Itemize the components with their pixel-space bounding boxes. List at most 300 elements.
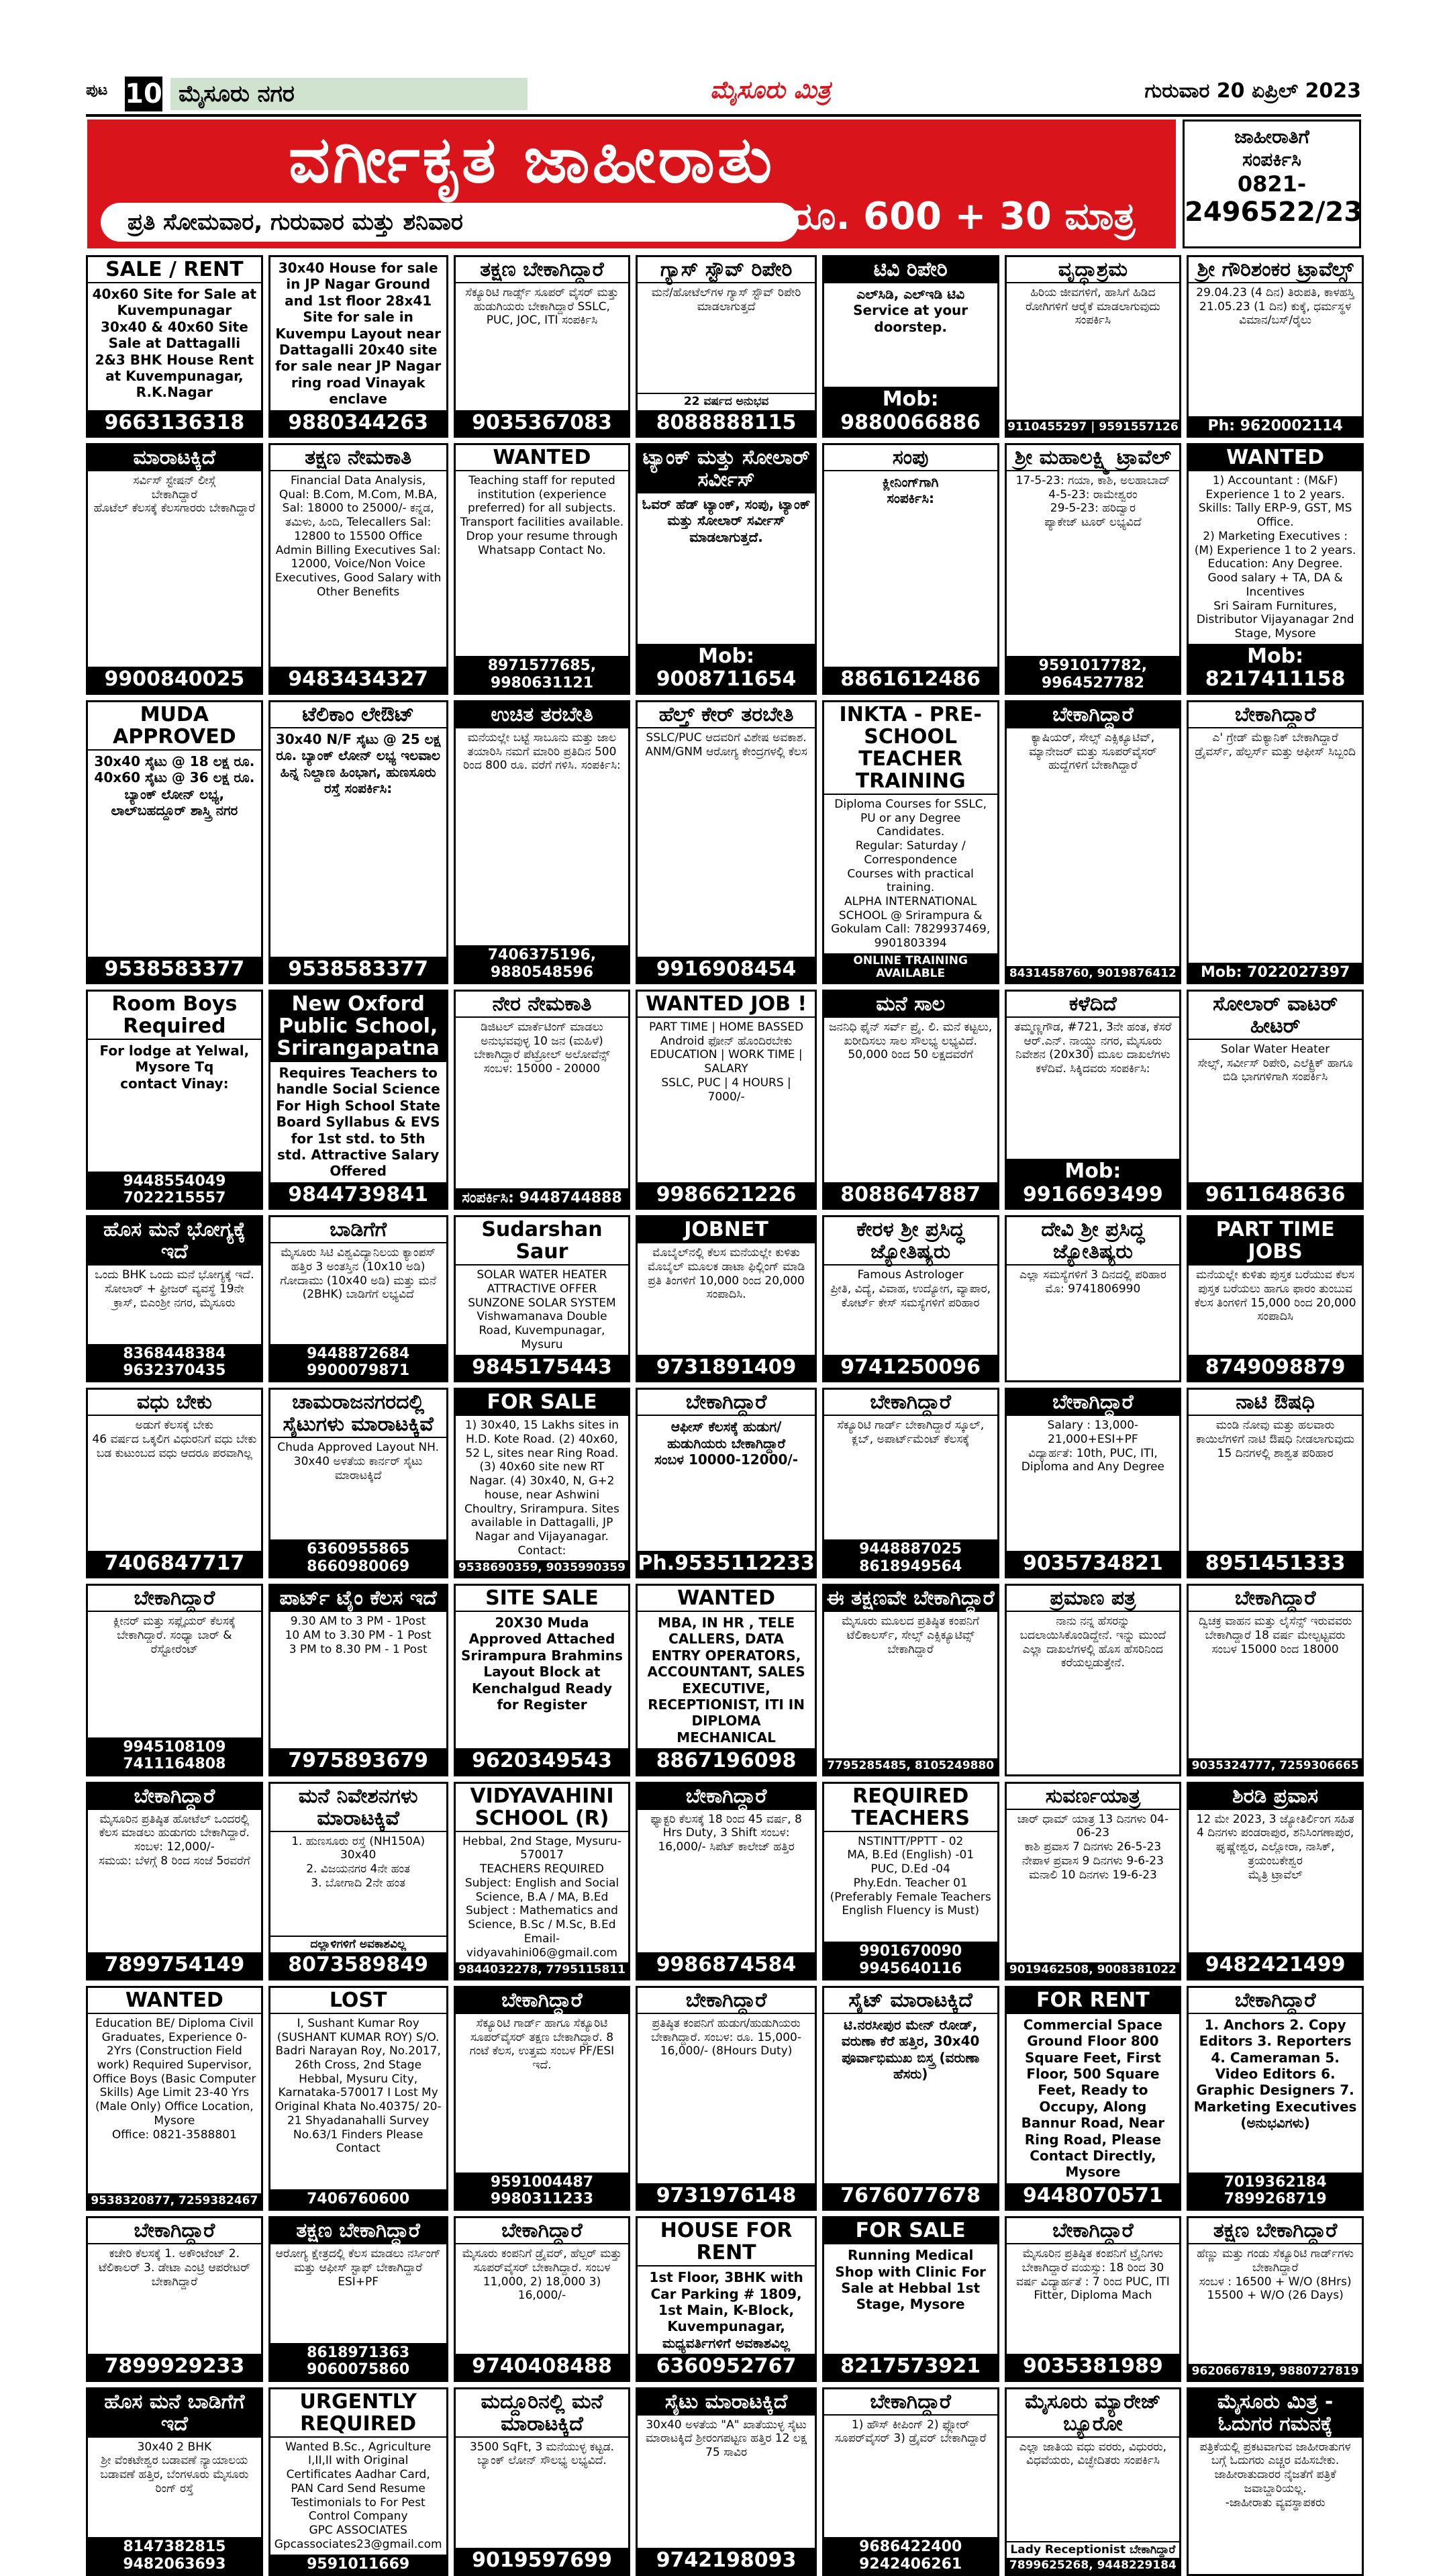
ad-phone: 9986621226 [638, 1182, 814, 1208]
classified-ad [822, 443, 999, 695]
ad-body: ಆಫೀಸ್ ಕೆಲಸಕ್ಕೆ ಹುಡುಗ/ ಹುಡುಗಿಯರು ಬೇಕಾಗಿದ್ದಾರೆ ಸಂಬಳ 10000-12000/- [654, 1419, 799, 1468]
ad-body: Education BE/ Diploma Civil Graduates, Experience 0-2Yrs (Construction Field work) Required Supervisor, Office Boys (Basic Computer Skills) Age Limit 23-40 Yrs (Male Only) Office Location, Mysore Office: 0821-3588801 [93, 2016, 256, 2142]
ad-title: FOR RENT [1007, 1988, 1180, 2014]
ad-title: ವೃದ್ಧಾಶ್ರಮ [1007, 257, 1180, 283]
classified-ad [636, 700, 816, 984]
ad-phone: 9591004487 9980311233 [456, 2173, 629, 2209]
ad-body: For lodge at Yelwal, Mysore Tq contact Vinay: [99, 1043, 250, 1092]
ad-phone: 7899625268, 9448229184 [1007, 2558, 1180, 2574]
ad-phone: ಸಂಪರ್ಕಿಸಿ: 9448744888 [456, 1188, 629, 1208]
ad-body: ಒಂದು BHK ಒಂದು ಮನೆ ಭೋಗ್ಯಕ್ಕೆ ಇದೆ. ಸೋಲಾರ್ + ಫ್ರೀಜರ್ ವ್ಯವಸ್ಥೆ 19ನೇ ಕ್ರಾಸ್, ಬಿಎಂಶ್ರೀ ನಗರ, ಮೈಸೂರು [95, 1268, 254, 1310]
ad-body: 30x40 ಸೈಟು @ 18 ಲಕ್ಷ ರೂ. 40x60 ಸೈಟು @ 36 ಲಕ್ಷ ರೂ. ಬ್ಯಾಂಕ್ ಲೋನ್ ಲಭ್ಯ, ಲಾಲ್‌ಬಹದ್ದೂರ್ ಶಾಸ್ತ್ರಿ ನಗರ [94, 753, 255, 818]
ad-title: ಕಳೆದಿದೆ [1007, 992, 1180, 1018]
ad-phone: 7019362184 7899268719 [1189, 2173, 1362, 2209]
ad-title: ತಕ್ಷಣ ಬೇಕಾಗಿದ್ದಾರೆ [270, 2218, 446, 2244]
ad-title: ಬೇಕಾಗಿದ್ದಾರೆ [1189, 702, 1362, 728]
classified-ad [268, 2387, 448, 2576]
classified-ad [822, 990, 999, 1210]
ad-body: 9.30 AM to 3 PM - 1Post 10 AM to 3.30 PM - 1 Post 3 PM to 8.30 PM - 1 Post [285, 1615, 432, 1656]
ad-body: Teaching staff for reputed institution (experience preferred) for all subjects. Transport facilities available. Drop your resume through Whatsapp Contact No. [460, 474, 624, 557]
classified-ad [636, 1388, 816, 1578]
ad-title: HOUSE FOR RENT [638, 2218, 814, 2267]
ad-title: ಪಾರ್ಟ್ ಟೈಂ ಕೆಲಸ ಇದೆ [270, 1586, 446, 1612]
ad-body: ಮನೆಯಲ್ಲೇ ಬಟ್ಟೆ ಸಾಬೂನು ಮತ್ತು ಜಾಲ ತಯಾರಿಸಿ ನಮಗೆ ಮಾರಿರಿ ಪ್ರತಿದಿನ 500 ರಿಂದ 800 ರೂ. ವರೆಗೆ ಗಳಿಸಿ. ಸಂಪರ್ಕಿಸಿ: [463, 730, 621, 773]
classified-ad [1005, 2387, 1182, 2576]
classified-ad [636, 443, 816, 695]
classified-ad [1187, 1782, 1364, 1981]
ad-body: ಜನನಿಧಿ ಫೈನ್ ಸರ್ವ್ ಪ್ರೈ. ಲಿ. ಮನೆ ಕಟ್ಟಲು, ಖರೀದಿಸಲು ಸಾಲ ಸೌಲಭ್ಯ ಲಭ್ಯವಿದೆ. 50,000 ರಿಂದ 50 ಲಕ್ಷದವರೆಗೆ [829, 1020, 993, 1062]
ad-phone: 9538320877, 7259382467 [88, 2193, 261, 2209]
ad-phone: 6360952767 [638, 2354, 814, 2380]
ad-phone: 9538583377 [270, 957, 446, 983]
ad-body: ಹೆಣ್ಣು ಮತ್ತು ಗಂಡು ಸೆಕ್ಯೂರಿಟಿ ಗಾರ್ಡ್‌ಗಳು ಬೇಕಾಗಿದ್ದಾರೆ ಸಂಬಳ : 16500 + W/O (8Hrs) 15500 + W/O (26 Days) [1197, 2247, 1354, 2303]
classified-ad [86, 2387, 263, 2576]
classified-ad [1187, 2216, 1364, 2381]
ad-title: ಮನೆ ಸಾಲ [824, 992, 997, 1018]
ad-phone: 8618971363 9060075860 [270, 2343, 446, 2380]
ad-phone: 9945108109 7411164808 [88, 1737, 261, 1774]
ad-body: ಅಡುಗೆ ಕೆಲಸಕ್ಕೆ ಬೇಕು 46 ವರ್ಷದ ಒಕ್ಕಲಿಗ ವಿಧುರನಿಗೆ ವಧು ಬೇಕು ಬಡ ಕುಟುಂಬದ ವಧು ಆದರೂ ಪರವಾಗಿಲ್ಲ [92, 1419, 257, 1460]
ad-phone: 7406760600 [270, 2189, 446, 2209]
classified-ad [454, 700, 631, 984]
ad-phone: ONLINE TRAINING AVAILABLE [824, 953, 997, 982]
ad-title: INKTA - PRE-SCHOOL TEACHER TRAINING [824, 702, 997, 795]
ad-title: ಹೊಸ ಮನೆ ಬಾಡಿಗೆಗೆ ಇದೆ [88, 2389, 261, 2438]
ad-note: ದಲ್ಲಾಳಿಗಳಿಗೆ ಅವಕಾಶವಿಲ್ಲ [270, 1936, 446, 1953]
ad-body: ಕ್ಲೀನಿಂಗ್‌ಗಾಗಿ ಸಂಪರ್ಕಿಸಿ: [882, 474, 939, 507]
ad-phone: 8867196098 [638, 1748, 814, 1774]
ad-phone: 9741250096 [824, 1355, 997, 1381]
ad-title: ಮೈಸೂರು ಮಿತ್ರ - ಓದುಗರ ಗಮನಕ್ಕೆ [1189, 2389, 1362, 2438]
classified-ad [822, 1584, 999, 1776]
classified-ad [636, 2216, 816, 2381]
ad-body: 40x60 Site for Sale at Kuvempunagar 30x40 & 40x60 Site Sale at Dattagalli 2&3 BHK House Rent at Kuvempunagar, R.K.Nagar [92, 286, 257, 401]
classified-ad [1187, 990, 1364, 1210]
ad-body: Hebbal, 2nd Stage, Mysuru-570017 TEACHERS REQUIRED Subject: English and Social Science, B.A / MA, B.Ed Subject : Mathematics and Science, B.Sc / M.Sc, B.Ed Email-vidyavahini06@gmail.com [462, 1834, 621, 1960]
ad-body: ಮೈಸೂರು ಸಿಟಿ ವಿಶ್ವವಿದ್ಯಾನಿಲಯ ಕ್ಯಾಂಪಸ್ ಹತ್ತಿರ 3 ಅಂತಸ್ತಿನ (10x10 ಅಡಿ) ಗೋದಾಮು (10x40 ಅಡಿ) ಮತ್ತು ಮನೆ (2BHK) ಬಾಡಿಗೆಗೆ ಲಭ್ಯವಿದೆ [280, 1246, 436, 1302]
classified-ad [1005, 255, 1182, 438]
ad-body: SSLC/PUC ಆದವರಿಗೆ ವಿಶೇಷ ಅವಕಾಶ. ANM/GNM ಆರೋಗ್ಯ ಕೇಂದ್ರಗಳಲ್ಲಿ ಕೆಲಸ [645, 730, 807, 759]
ad-title: ಬೇಕಾಗಿದ್ದಾರೆ [638, 1390, 814, 1416]
ad-body: I, Sushant Kumar Roy (SUSHANT KUMAR ROY) S/O. Badri Narayan Roy, No.2017, 26th Cross, 2nd Stage Hebbal, Mysuru City, Karnataka-570017 I Lost My Original Khata No.40375/ 20-21 Shyadanahalli Survey No.63/1 Finders Please Contact [275, 2016, 442, 2156]
classified-ad [1187, 1215, 1364, 1382]
ad-phone: 9986874584 [638, 1952, 814, 1978]
ad-phone: Mob: 8217411158 [1189, 644, 1362, 693]
ad-body: ಮೈಸೂರಿನ ಪ್ರತಿಷ್ಠಿತ ಕಂಪನಿಗೆ ಟ್ರೈನಿಗಳು ಬೇಕಾಗಿದ್ದಾರೆ ವಯಸ್ಸು: 18 ರಿಂದ 30 ವರ್ಷ ವಿದ್ಯಾರ್ಹತೆ : 7 ರಿಂದ PUC, ITI Fitter, Diploma Mach [1016, 2247, 1170, 2303]
ad-body: ಎಲ್ಲಾ ಸಮಸ್ಯೆಗಳಿಗೆ 3 ದಿನದಲ್ಲಿ ಪರಿಹಾರ ಮೊ: 9741806990 [1019, 1268, 1166, 1296]
ad-phone: 9880344263 [270, 410, 446, 436]
ad-phone: 7676077678 [824, 2183, 997, 2209]
ad-body: ತಮ್ಮಣ್ಣಗೌಡ, #721, 3ನೇ ಹಂತ, ಕೆಸರೆ ಆರ್.ಎನ್. ನಾಯ್ಡು ನಗರ, ಮೈಸೂರು ನಿವೇಶನ (20x30) ಮೂಲ ದಾಖಲೆಗಳು ಕಳೆದಿವೆ. ಸಿಕ್ಕಿದವರು ಸಂಪರ್ಕಿಸಿ: [1014, 1020, 1172, 1076]
ad-body: Wanted B.Sc., Agriculture I,II,II with Original Certificates Aadhar Card, PAN Card Send Resume Testimonials to For Pest Control Company GPC ASSOCIATES Gpcassociates23@gmail.com [274, 2440, 442, 2551]
ad-body: ಸೆಕ್ಯೂರಿಟಿ ಗಾರ್ಡ್ ಹಾಗೂ ಸೆಕ್ಯೂರಿಟಿ ಸೂಪರ್‌ವೈಸರ್ ತಕ್ಷಣ ಬೇಕಾಗಿದ್ದಾರೆ. 8 ಗಂಟೆ ಕೆಲಸ, ಉತ್ತಮ ಸಂಬಳ PF/ESI ಇದೆ. [469, 2016, 615, 2072]
ad-body: 12 ಮೇ 2023, 3 ಜ್ಯೋತಿರ್ಲಿಂಗ ಸಹಿತ 4 ದಿನಗಳು ಪಂಡರಾಪುರ, ಶನಿಸಿಂಗಣಾಪುರ, ಘೃಷ್ಣೇಶ್ವರ, ಎಲ್ಲೋರಾ, ನಾಸಿಕ್, ತ್ರಯಂಬಕೇಶ್ವರ ಮೈತ್ರಿ ಟ್ರಾವೆಲ್ [1196, 1812, 1354, 1882]
classified-ad [1005, 1986, 1182, 2211]
classified-ad [1187, 1986, 1364, 2211]
ad-title: WANTED [456, 445, 629, 471]
ad-body: Running Medical Shop with Clinic For Sale at Hebbal 1st Stage, Mysore [835, 2247, 986, 2313]
ad-title: ಉಚಿತ ತರಬೇತಿ [456, 702, 629, 728]
ad-title: ಟೆಲಿಕಾಂ ಲೇಔಟ್ [270, 702, 446, 728]
ad-body: ಡಿಜಿಟಲ್ ಮಾರ್ಕೆಟಿಂಗ್ ಮಾಡಲು ಅನುಭವವುಳ್ಳ 10 ಜನ (ಮಹಿಳೆ) ಬೇಕಾಗಿದ್ದಾರೆ ಪೆಟ್ರೋಲ್ ಅಲೋವೆನ್ಸ್ ಸಂಬಳ: 15000 - 20000 [474, 1020, 610, 1076]
ad-phone: 8217573921 [824, 2354, 997, 2380]
ad-body: 1. ಹುಣಸೂರು ರಸ್ತೆ (NH150A) 30x40 2. ವಿಜಯನಗರ 4ನೇ ಹಂತ 3. ಬೋಗಾದಿ 2ನೇ ಹಂತ [291, 1834, 426, 1890]
ad-phone: 9035367083 [456, 410, 629, 436]
ad-title: ಈ ತಕ್ಷಣವೇ ಬೇಕಾಗಿದ್ದಾರೆ [824, 1586, 997, 1612]
contact-line-3: 0821- [1237, 171, 1307, 197]
ad-body: 30x40 2 BHK ಶ್ರೀ ವೆಂಕಟೇಶ್ವರ ಬಡಾವಣೆ ನ್ಯಾಯಾಲಯ ಬಡಾವಣೆ ಹತ್ತಿರ, ಬೆಂಗಳೂರು ಮೈಸೂರು ರಿಂಗ್ ರಸ್ತೆ [100, 2440, 249, 2495]
ad-body: 1st Floor, 3BHK with Car Parking # 1809, 1st Main, K-Block, Kuvempunagar, ಮಧ್ಯವರ್ತಿಗಳಿಗೆ ಅವಕಾಶವಿಲ್ಲ [649, 2269, 803, 2351]
classified-ad [86, 990, 263, 1210]
ad-phone: 8368448384 9632370435 [88, 1344, 261, 1381]
ad-phone: 9844739841 [270, 1182, 446, 1208]
ad-body: 1) ಹೌಸ್ ಕೀಪಿಂಗ್ 2) ಫ್ಲೋರ್ ಸೂಪರ್‌ವೈಸರ್ 3) ಡ್ರೈವರ್ ಬೇಕಾಗಿದ್ದಾರೆ [834, 2418, 987, 2446]
ad-title: ದೇವಿ ಶ್ರೀ ಪ್ರಸಿದ್ಧ ಜ್ಯೋತಿಷ್ಯರು [1007, 1217, 1180, 1266]
ad-title: MUDA APPROVED [88, 702, 261, 751]
ad-phone: 9731891409 [638, 1355, 814, 1381]
classified-ad [268, 1215, 448, 1382]
classified-ad [822, 2216, 999, 2381]
ad-title: ಬೇಕಾಗಿದ್ದಾರೆ [456, 1988, 629, 2014]
ad-title: ಹೆಲ್ತ್ ಕೇರ್ ತರಬೇತಿ [638, 702, 814, 728]
ad-body: Chuda Approved Layout NH. 30x40 ಅಳತೆಯ ಕಾರ್ನರ್ ಸೈಟು ಮಾರಾಟಕ್ಕಿದೆ [277, 1441, 440, 1482]
classified-ad [454, 1215, 631, 1382]
ad-title: ಸಂಪು [824, 445, 997, 471]
ad-body: NSTINTT/PPTT - 02 MA, B.Ed (English) -01 PUC, D.Ed -04 Phy.Edn. Teacher 01 (Preferably Female Teachers English Fluency is Must) [830, 1834, 991, 1918]
ad-body: 29.04.23 (4 ದಿನ) ತಿರುಪತಿ, ಕಾಳಹಸ್ತಿ 21.05.23 (1 ದಿನ) ಕುಕ್ಕೆ, ಧರ್ಮಸ್ಥಳ ವಿಮಾನ/ಬಸ್/ರೈಲು [1196, 286, 1354, 328]
ad-phone: Ph: 9620002114 [1189, 416, 1362, 436]
classified-ad [86, 255, 263, 438]
ad-title: ಗ್ಯಾಸ್ ಸ್ಟೌವ್ ರಿಪೇರಿ [638, 257, 814, 283]
ad-phone: 7795285485, 8105249880 [824, 1758, 997, 1774]
classified-ad [454, 1986, 631, 2211]
classified-ad [268, 2216, 448, 2381]
classified-ad [268, 255, 448, 438]
ad-body: ಪತ್ರಿಕೆಯಲ್ಲಿ ಪ್ರಕಟವಾಗುವ ಜಾಹೀರಾತುಗಳ ಬಗ್ಗೆ ಓದುಗರು ಎಚ್ಚರ ವಹಿಸಬೇಕು. ಜಾಹೀರಾತುದಾರರ ನೈಜತೆಗೆ ಪತ್ರಿಕೆ ಜವಾಬ್ದಾರಿಯಲ್ಲ. -ಜಾಹೀರಾತು ವ್ಯವಸ್ಥಾಪಕರು [1199, 2440, 1351, 2510]
classified-ad [1187, 2387, 1364, 2576]
ad-body: Salary : 13,000-21,000+ESI+PF ವಿದ್ಯಾರ್ಹತೆ: 10th, PUC, ITI, Diploma and Any Degree [1021, 1419, 1165, 1474]
ad-body: ಸೆಕ್ಯೂರಿಟಿ ಗಾರ್ಡ್ಸ್ ಸೂಪರ್ ವೈಸರ್ ಮತ್ತು ಹುಡುಗಿಯರು ಬೇಕಾಗಿದ್ದಾರೆ SSLC, PUC, JOC, ITI ಸಂಪರ್ಕಿಸಿ [465, 286, 619, 328]
ad-phone: 9035381989 [1007, 2354, 1180, 2380]
ad-body: Commercial Space Ground Floor 800 Square Feet, First Floor, 500 Square Feet, Ready to Occupy, Along Bannur Road, Near Ring Road, Please Contact Directly, Mysore [1021, 2016, 1165, 2181]
classified-ad [454, 255, 631, 438]
ad-phone: 9620667819, 9880727819 [1189, 2364, 1362, 2380]
classified-ad [268, 1986, 448, 2211]
ad-phone: 8861612486 [824, 667, 997, 693]
ad-body: ಮನೆ/ಹೋಟೆಲ್‌ಗಳ ಗ್ಯಾಸ್ ಸ್ಟೌವ್ ರಿಪೇರಿ ಮಾಡಲಾಗುತ್ತದೆ [651, 286, 801, 314]
ad-body: ಹಿರಿಯ ಜೀವಗಳಿಗೆ, ಹಾಸಿಗೆ ಹಿಡಿದ ರೋಗಿಗಳಿಗೆ ಆರೈಕೆ ಮಾಡಲಾಗುವುದು ಸಂಪರ್ಕಿಸಿ [1025, 286, 1160, 328]
ad-note: Lady Receptionist ಬೇಕಾಗಿದ್ದಾರೆ [1007, 2541, 1180, 2559]
classified-ad [1005, 1388, 1182, 1578]
ad-title: ತಕ್ಷಣ ಬೇಕಾಗಿದ್ದಾರೆ [456, 257, 629, 283]
ad-body: ಮಂಡಿ ನೋವು ಮತ್ತು ಹಲವಾರು ಕಾಯಿಲೆಗಳಿಗೆ ನಾಟಿ ಔಷಧಿ ನೀಡಲಾಗುವುದು 15 ದಿನಗಳಲ್ಲಿ ಶಾಶ್ವತ ಪರಿಹಾರ [1196, 1419, 1355, 1460]
ad-body: Solar Water Heater ಸೇಲ್ಸ್, ಸರ್ವೀಸ್ ರಿಪೇರಿ, ಎಲೆಕ್ಟ್ರಿಕ್ ಹಾಗೂ ಬಿಡಿ ಭಾಗಗಳಿಗಾಗಿ ಸಂಪರ್ಕಿಸಿ [1197, 1043, 1353, 1084]
ad-title: New Oxford Public School, Srirangapatna [270, 992, 446, 1062]
ad-body: ನಾನು ನನ್ನ ಹೆಸರನ್ನು ಬದಲಾಯಿಸಿಕೊಂಡಿದ್ದೇನೆ. ಇನ್ನು ಮುಂದೆ ಎಲ್ಲಾ ದಾಖಲೆಗಳಲ್ಲಿ ಹೊಸ ಹೆಸರಿನಿಂದ ಕರೆಯಲ್ಪಡುತ್ತೇನೆ. [1019, 1615, 1166, 1670]
classified-ad [86, 1986, 263, 2211]
classified-ad [1005, 1215, 1182, 1382]
ad-phone: 9845175443 [456, 1355, 629, 1381]
ad-title: Room Boys Required [88, 992, 261, 1040]
section-name: ಮೈಸೂರು ನಗರ [170, 78, 528, 110]
ad-body: ಎಲ್ಲಾ ಜಾತಿಯ ವಧು ವರರು, ವಿಧುರರು, ವಿಧವೆಯರು, ವಿಚ್ಛೇದಿತರು ಸಂಪರ್ಕಿಸಿ [1019, 2440, 1167, 2468]
ad-body: ಆರೋಗ್ಯ ಕ್ಷೇತ್ರದಲ್ಲಿ ಕೆಲಸ ಮಾಡಲು ನರ್ಸಿಂಗ್ ಮತ್ತು ಆಫೀಸ್ ಸ್ಟಾಫ್ ಬೇಕಾಗಿದ್ದಾರೆ ESI+PF [275, 2247, 441, 2289]
ad-phone: 7975893679 [270, 1748, 446, 1774]
ad-body: ಚಾರ್ ಧಾಮ್ ಯಾತ್ರ 13 ದಿನಗಳು 04-06-23 ಕಾಶಿ ಪ್ರವಾಸ 7 ದಿನಗಳು 26-5-23 ನೇಪಾಳ ಪ್ರವಾಸ 9 ದಿನಗಳು 9-6-23 ಮನಾಲಿ 10 ದಿನಗಳು 19-6-23 [1017, 1812, 1169, 1882]
ad-phone: 9448554049 7022215557 [88, 1172, 261, 1208]
contact-phone: 2496522/23 [1185, 197, 1363, 228]
ad-title: ಸೋಲಾರ್ ವಾಟರ್ ಹೀಟರ್ [1189, 992, 1362, 1040]
ad-phone: 9844032278, 7795115811 [456, 1962, 629, 1978]
ad-phone: 9448887025 8618949564 [824, 1539, 997, 1576]
classified-ad [822, 700, 999, 984]
ad-title: WANTED [638, 1586, 814, 1612]
ad-title: ನಾಟಿ ಔಷಧಿ [1189, 1390, 1362, 1416]
classified-ad [454, 2216, 631, 2381]
issue-date: ಗುರುವಾರ 20 ಏಪ್ರಿಲ್ 2023 [1144, 79, 1361, 103]
classified-ad [1187, 700, 1364, 984]
ad-title: WANTED [88, 1988, 261, 2014]
ad-phone: 9900840025 [88, 667, 261, 693]
classifieds-banner [87, 120, 1176, 248]
ad-title: ಮನೆ ನಿವೇಶನಗಳು ಮಾರಾಟಕ್ಕಿವೆ [270, 1784, 446, 1832]
ad-title: SALE / RENT [88, 257, 261, 283]
ad-phone: 7899754149 [88, 1952, 261, 1978]
ad-phone: 9740408488 [456, 2354, 629, 2380]
ad-body: 3500 SqFt, 3 ಮನೆಯುಳ್ಳ ಕಟ್ಟಡ. ಬ್ಯಾಂಕ್ ಲೋನ್ ಸೌಲಭ್ಯ ಲಭ್ಯವಿದೆ. [469, 2440, 614, 2468]
ad-title: PART TIME JOBS [1189, 1217, 1362, 1266]
ad-phone: Ph.9535112233 [638, 1551, 814, 1577]
ad-phone: Mob: 7022027397 [1189, 963, 1362, 982]
ad-body: 1) 30x40, 15 Lakhs sites in H.D. Kote Road. (2) 40x60, 52 L, sites near Ring Road. (3) 40x60 site new RT Nagar. (4) 30x40, N, G+2 house, near Ashwini Choultry, Srirampura. Sites available in Dattagalli, JP Nagar and Vijayanagar. Contact: [464, 1419, 619, 1558]
ad-title: ಬೇಕಾಗಿದ್ದಾರೆ [824, 2389, 997, 2416]
ad-phone: 8088888115 [638, 410, 814, 436]
classified-ad [1005, 1782, 1182, 1981]
ad-body: ಓವರ್ ಹೆಡ್ ಟ್ಯಾಂಕ್, ಸಂಪು, ಟ್ಯಾಂಕ್ ಮತ್ತು ಸೋಲಾರ್ ಸರ್ವೀಸ್ ಮಾಡಲಾಗುತ್ತದೆ. [642, 496, 811, 545]
classified-ad [1187, 443, 1364, 695]
ad-body: ಎಲ್‌ಸಿಡಿ, ಎಲ್‌ಇಡಿ ಟಿವಿ Service at your doorstep. [853, 286, 968, 335]
ad-body: ಮೈಸೂರಿನ ಪ್ರತಿಷ್ಠಿತ ಹೋಟೆಲ್ ಒಂದರಲ್ಲಿ ಕೆಲಸ ಮಾಡಲು ಹುಡುಗರು ಬೇಕಾಗಿದ್ದಾರೆ. ಸಂಬಳ: 12,000/- ಸಮಯ: ಬೆಳಗ್ಗೆ 8 ರಿಂದ ಸಂಜೆ 5ರವರೆಗೆ [98, 1812, 250, 1868]
ad-title: ಸುವರ್ಣಯಾತ್ರ [1007, 1784, 1180, 1810]
ad-body: ಫ್ಯಾಕ್ಟರಿ ಕೆಲಸಕ್ಕೆ 18 ರಿಂದ 45 ವರ್ಷ, 8 Hrs Duty, 3 Shift ಸಂಬಳ: 16,000/- ಸಿಪೆಟ್ ಕಾಲೇಜ್ ಹತ್ತಿರ [650, 1812, 802, 1854]
ad-title: ಚಾಮರಾಜನಗರದಲ್ಲಿ ಸೈಟುಗಳು ಮಾರಾಟಕ್ಕಿವೆ [270, 1390, 446, 1438]
ad-body: 30x40 ಅಳತೆಯ "A" ಖಾತೆಯುಳ್ಳ ಸೈಟು ಮಾರಾಟಕ್ಕಿದೆ ಶ್ರೀರಂಗಪಟ್ಟಣ ಹತ್ತಿರ 12 ಲಕ್ಷ 75 ಸಾವಿರ [645, 2418, 807, 2460]
ad-phone: 9482421499 [1189, 1952, 1362, 1978]
ad-phone: 9448070571 [1007, 2183, 1180, 2209]
classified-ad [636, 2387, 816, 2576]
ad-title: LOST [270, 1988, 446, 2014]
ad-phone: 9742198093 [638, 2548, 814, 2574]
ad-title: ಬಾಡಿಗೆಗೆ [270, 1217, 446, 1243]
ad-title: Sudarshan Saur [456, 1217, 629, 1266]
ad-body: ಸೆಕ್ಯೂರಿಟಿ ಗಾರ್ಡ್ ಬೇಕಾಗಿದ್ದಾರೆ ಸ್ಕೂಲ್, ಕ್ಲಬ್, ಅಪಾರ್ಟ್‌ಮೆಂಟ್ ಕೆಲಸಕ್ಕೆ [837, 1419, 985, 1446]
ad-body: 17-5-23: ಗಯಾ, ಕಾಶಿ, ಅಲಹಾಬಾದ್ 4-5-23: ರಾಮೇಶ್ವರಂ 29-5-23: ಹರಿದ್ವಾರ ಪ್ಯಾಕೇಜ್ ಟೂರ್ ಲಭ್ಯವಿದೆ [1015, 474, 1170, 530]
ad-phone: 8073589849 [270, 1952, 446, 1978]
ad-title: ಸೈಟ್ ಮಾರಾಟಕ್ಕಿದೆ [824, 1988, 997, 2014]
classified-ad [1005, 700, 1182, 984]
ad-body: 30x40 N/F ಸೈಟು @ 25 ಲಕ್ಷ ರೂ. ಬ್ಯಾಂಕ್ ಲೋನ್ ಲಭ್ಯ ಇಲವಾಲ ಹಿನ್ನ ನಿಲ್ದಾಣ ಹಿಂಭಾಗ, ಹುಣಸೂರು ರಸ್ತೆ ಸಂಪರ್ಕಿಸಿ: [275, 730, 441, 796]
ad-body: ಸರ್ವಿಸ್ ಸ್ಟೇಷನ್ ಲೀಸ್ಗೆ ಬೇಕಾಗಿದ್ದಾರೆ ಹೊಟೆಲ್ ಕೆಲಸಕ್ಕೆ ಕೆಲಸಗಾರರು ಬೇಕಾಗಿದ್ದಾರೆ [93, 474, 256, 516]
ad-title: WANTED [1189, 445, 1362, 471]
ad-title: ಬೇಕಾಗಿದ್ದಾರೆ [1189, 1988, 1362, 2014]
classified-ad [268, 990, 448, 1210]
ad-body: ಪ್ರತಿಷ್ಠಿತ ಕಂಪನಿಗೆ ಹುಡುಗ/ಹುಡುಗಿಯರು ಬೇಕಾಗಿದ್ದಾರೆ. ಸಂಬಳ: ರೂ. 15,000-16,000/- (8Hours Duty) [651, 2016, 801, 2058]
classified-ad [636, 1584, 816, 1776]
ad-title: ಬೇಕಾಗಿದ್ದಾರೆ [88, 1784, 261, 1810]
ad-body: Financial Data Analysis, Qual: B.Com, M.Com, M.BA, Sal: 18000 to 25000/- ಕನ್ನಡ, ತಮಿಳು, ಹಿಂದಿ, Telecallers Sal: 12800 to 15500 Office Admin Billing Executives Sal: 12000, Voice/Non Voice Executives, Good Salary with Other Benefits [275, 474, 442, 599]
ad-body: ಮನೆಯಲ್ಲೇ ಕುಳಿತು ಪುಸ್ತಕ ಬರೆಯುವ ಕೆಲಸ ಪುಸ್ತಕ ಬರೆಯಲು ಹಾಗೂ ಫಾರಂ ತುಂಬುವ ಕೆಲಸ ತಿಂಗಳಿಗೆ 15,000 ರಿಂದ 20,000 ಸಂಪಾದಿಸಿ [1194, 1268, 1356, 1324]
classified-ad [822, 1388, 999, 1578]
ad-body: ಮೊಬೈಲ್‌ನಲ್ಲಿ ಕೆಲಸ ಮನೆಯಲ್ಲೇ ಕುಳಿತು ಮೊಬೈಲ್ ಮೂಲಕ ಡಾಟಾ ಫಿಲ್ಲಿಂಗ್ ಮಾಡಿ ಪ್ರತಿ ತಿಂಗಳಿಗೆ 10,000 ರಿಂದ 20,000 ಸಂಪಾದಿಸಿ. [647, 1246, 805, 1302]
ad-body: Diploma Courses for SSLC, PU or any Degree Candidates. Regular: Saturday / Correspondence Courses with practical training. ALPHA INTERNATIONAL SCHOOL @ Srirampura & Gokulam Call: 7829937469, 9901803394 [831, 797, 991, 951]
ad-body: 1. Anchors 2. Copy Editors 3. Reporters 4. Cameraman 5. Video Editors 6. Graphic Designers 7. Marketing Executives (ಅನುಭವಿಗಳು) [1193, 2016, 1357, 2132]
ad-body: ಮೈಸೂರು ಮೂಲದ ಪ್ರತಿಷ್ಠಿತ ಕಂಪನಿಗೆ ಟೆಲಿಕಾಲರ್ಸ್, ಸೇಲ್ಸ್ ಎಕ್ಸಿಕ್ಯೂಟಿವ್ಸ್ ಬೇಕಾಗಿದ್ದಾರೆ [842, 1615, 980, 1656]
masthead [86, 77, 1361, 114]
classified-ad [268, 1584, 448, 1776]
contact-line-1: ಜಾಹೀರಾತಿಗೆ [1234, 126, 1309, 148]
ad-body: ಎ' ಗ್ರೇಡ್ ಮೆಕ್ಯಾನಿಕ್ ಬೇಕಾಗಿದ್ದಾರೆ ಡ್ರೈವರ್ಸ್, ಹೆಲ್ಪರ್ಸ್ ಮತ್ತು ಆಫೀಸ್ ಸಿಬ್ಬಂದಿ [1195, 730, 1356, 759]
classified-ad [86, 1782, 263, 1981]
ad-phone: Mob: 9880066886 [824, 387, 997, 436]
classified-ad [822, 2387, 999, 2576]
ad-body: ಕ್ಯಾಷಿಯರ್, ಸೇಲ್ಸ್ ಎಕ್ಸಿಕ್ಯೂಟಿವ್, ಮ್ಯಾನೇಜರ್ ಮತ್ತು ಸೂಪರ್‌ವೈಸರ್ ಹುದ್ದೆಗಳಿಗೆ ಬೇಕಾಗಿದ್ದಾರೆ [1029, 730, 1157, 773]
ad-title: URGENTLY REQUIRED [270, 2389, 446, 2438]
ad-body: Famous Astrologer ಪ್ರೀತಿ, ವಿದ್ಯೆ, ವಿವಾಹ, ಉದ್ಯೋಗ, ವ್ಯಾಪಾರ, ಕೋರ್ಟ್ ಕೇಸ್ ಸಮಸ್ಯೆಗಳಿಗೆ ಪರಿಹಾರ [830, 1268, 991, 1310]
classified-ad [454, 443, 631, 695]
ad-title: ಬೇಕಾಗಿದ್ದಾರೆ [1007, 702, 1180, 728]
ad-title: ಬೇಕಾಗಿದ್ದಾರೆ [456, 2218, 629, 2244]
ad-phone: 9591011669 [270, 2555, 446, 2574]
ad-title: FOR SALE [456, 1390, 629, 1416]
ad-title: ಬೇಕಾಗಿದ್ದಾರೆ [638, 1784, 814, 1810]
ad-phone: 9019462508, 9008381022 [1007, 1962, 1180, 1978]
classified-ad [454, 1584, 631, 1776]
ad-phone: Mob: 9008711654 [638, 644, 814, 693]
ad-phone: 9620349543 [456, 1748, 629, 1774]
ad-title: ಶ್ರೀ ಮಹಾಲಕ್ಷ್ಮಿ ಟ್ರಾವೆಲ್ [1007, 445, 1180, 471]
ad-phone: 9448872684 9900079871 [270, 1344, 446, 1381]
classified-ad [1005, 990, 1182, 1210]
ad-body: SOLAR WATER HEATER ATTRACTIVE OFFER SUNZONE SOLAR SYSTEM Vishwamanava Double Road, Kuvempunagar, Mysuru [468, 1268, 616, 1351]
ad-note: 22 ವರ್ಷದ ಅನುಭವ [638, 393, 814, 410]
classified-ad [86, 700, 263, 984]
classified-ad [636, 990, 816, 1210]
classified-ad [822, 1215, 999, 1382]
ad-body: PART TIME | HOME BASSED Android ಫೋನ್ ಹೊಂದಿರಬೇಕು EDUCATION | WORK TIME | SALARY SSLC, PUC | 4 HOURS | 7000/- [648, 1020, 804, 1104]
ad-title: ಬೇಕಾಗಿದ್ದಾರೆ [824, 1390, 997, 1416]
ad-title: ಹೊಸ ಮನೆ ಭೋಗ್ಯಕ್ಕೆ ಇದೆ [88, 1217, 261, 1266]
classified-ad [636, 1215, 816, 1382]
ad-title: ವಧು ಬೇಕು [88, 1390, 261, 1416]
ad-phone: 9538583377 [88, 957, 261, 983]
ad-phone: 7899929233 [88, 2354, 261, 2380]
ad-title: ತಕ್ಷಣ ನೇಮಕಾತಿ [270, 445, 446, 471]
classified-ad [822, 1782, 999, 1981]
ad-phone: 9019597699 [456, 2548, 629, 2574]
ad-phone: 8431458760, 9019876412 [1007, 966, 1180, 982]
page-label: ಪುಟ [86, 82, 108, 99]
ad-title: ಬೇಕಾಗಿದ್ದಾರೆ [1189, 1586, 1362, 1612]
classified-ad [636, 255, 816, 438]
ad-title: REQUIRED TEACHERS [824, 1784, 997, 1832]
ad-phone: 9035734821 [1007, 1551, 1180, 1577]
ad-title: ಮೈಸೂರು ಮ್ಯಾರೇಜ್ ಬ್ಯೂರೋ [1007, 2389, 1180, 2438]
ad-title: ಟಿವಿ ರಿಪೇರಿ [824, 257, 997, 283]
ad-phone: 9110455297 | 9591557126 [1007, 420, 1180, 436]
classified-ad [86, 1388, 263, 1578]
classified-ad [1187, 1584, 1364, 1776]
ad-title: ಬೇಕಾಗಿದ್ದಾರೆ [88, 2218, 261, 2244]
ad-phone: 9663136318 [88, 410, 261, 436]
ad-phone: 9035324777, 7259306665 [1189, 1758, 1362, 1774]
ad-phone: 9483434327 [270, 667, 446, 693]
banner-subtitle: ಪ್ರತಿ ಸೋಮವಾರ, ಗುರುವಾರ ಮತ್ತು ಶನಿವಾರ [101, 203, 799, 242]
classified-ad [86, 2216, 263, 2381]
ad-phone: 8147382815 9482063693 [88, 2537, 261, 2574]
ad-title: ಬೇಕಾಗಿದ್ದಾರೆ [638, 1988, 814, 2014]
ad-title: ಪ್ರಮಾಣ ಪತ್ರ [1007, 1586, 1180, 1612]
contact-line-2: ಸಂಪರ್ಕಿಸಿ [1242, 148, 1301, 171]
ad-title: VIDYAVAHINI SCHOOL (R) [456, 1784, 629, 1832]
contact-box [1183, 120, 1361, 248]
ad-phone: 7406375196, 9880548596 [456, 945, 629, 982]
ad-title: ಮದ್ದೂರಿನಲ್ಲಿ ಮನೆ ಮಾರಾಟಕ್ಕಿದೆ [456, 2389, 629, 2438]
ad-phone: 9916908454 [638, 957, 814, 983]
classified-ad [636, 1782, 816, 1981]
ad-phone: 8749098879 [1189, 1355, 1362, 1381]
ad-body: 1) Accountant : (M&F) Experience 1 to 2 years. Skills: Tally ERP-9, GST, MS Office. 2) Marketing Executives : (M) Experience 1 to 2 years. Education: Any Degree. Good salary + TA, DA & Incentives Sri Sairam Furnitures, Distributor Vijayanagar 2nd Stage, Mysore [1194, 474, 1356, 641]
ad-phone: 9591017782, 9964527782 [1007, 656, 1180, 693]
classified-ad [454, 2387, 631, 2576]
classified-ad [822, 1986, 999, 2211]
ad-phone: 9611648636 [1189, 1182, 1362, 1208]
ad-phone: 8951451333 [1189, 1551, 1362, 1577]
ad-body: ಕ್ಲೀನರ್ ಮತ್ತು ಸಪ್ಲೈಯರ್ ಕೆಲಸಕ್ಕೆ ಬೇಕಾಗಿದ್ದಾರೆ. ಸಂಧ್ಯಾ ಬಾರ್ & ರೆಸ್ಟೋರೆಂಟ್ [113, 1615, 236, 1656]
classified-ad [454, 1782, 631, 1981]
ad-body: Requires Teachers to handle Social Science For High School State Board Syllabus & EVS for 1st std. to 5th std. Attractive Salary Offered [276, 1065, 441, 1180]
classified-ad [86, 1584, 263, 1776]
classified-ad [268, 1782, 448, 1981]
ad-title: ಸೈಟು ಮಾರಾಟಕ್ಕಿದೆ [638, 2389, 814, 2416]
classified-ad [1187, 1388, 1364, 1578]
classified-ad [1005, 2216, 1182, 2381]
banner-price: ರೂ. 600 + 30 ಮಾತ್ರ [792, 195, 1136, 238]
ad-phone: 9731976148 [638, 2183, 814, 2209]
ad-title: ಮಾರಾಟಕ್ಕಿದೆ [88, 445, 261, 471]
ad-title: JOBNET [638, 1217, 814, 1243]
ad-title: ನೇರ ನೇಮಕಾತಿ [456, 992, 629, 1018]
ad-title: ಟ್ಯಾಂಕ್ ಮತ್ತು ಸೋಲಾರ್ ಸರ್ವೀಸ್ [638, 445, 814, 493]
ad-phone: 8971577685, 9980631121 [456, 656, 629, 693]
classified-ads-grid [86, 255, 1364, 2573]
page-number: 10 [125, 77, 162, 111]
ad-phone: Mob: 9916693499 [1007, 1159, 1180, 1208]
ad-title: ಬೇಕಾಗಿದ್ದಾರೆ [1007, 1390, 1180, 1416]
newspaper-logo: ಮೈಸೂರು ಮಿತ್ರ [710, 77, 831, 104]
classified-ad [1187, 255, 1364, 438]
classified-ad [822, 255, 999, 438]
ad-phone: 9686422400 9242406261 [824, 2537, 997, 2574]
classified-ad [1005, 443, 1182, 695]
ad-title: ತಕ್ಷಣ ಬೇಕಾಗಿದ್ದಾರೆ [1189, 2218, 1362, 2244]
ad-title: ಶಿರಡಿ ಪ್ರವಾಸ [1189, 1784, 1362, 1810]
ad-body: 30x40 House for sale in JP Nagar Ground and 1st floor 28x41 Site for sale in Kuvempu Layout near Dattagalli 20x40 site for sale near JP Nagar ring road Vinayak enclave [275, 260, 442, 408]
ad-phone: 9538690359, 9035990359 [456, 1560, 629, 1576]
ad-title: ಕೇರಳ ಶ್ರೀ ಪ್ರಸಿದ್ಧ ಜ್ಯೋತಿಷ್ಯರು [824, 1217, 997, 1266]
classified-ad [454, 990, 631, 1210]
ad-phone: 6360955865 8660980069 [270, 1539, 446, 1576]
banner-title: ವರ್ಗೀಕೃತ ಜಾಹೀರಾತು [289, 122, 775, 197]
